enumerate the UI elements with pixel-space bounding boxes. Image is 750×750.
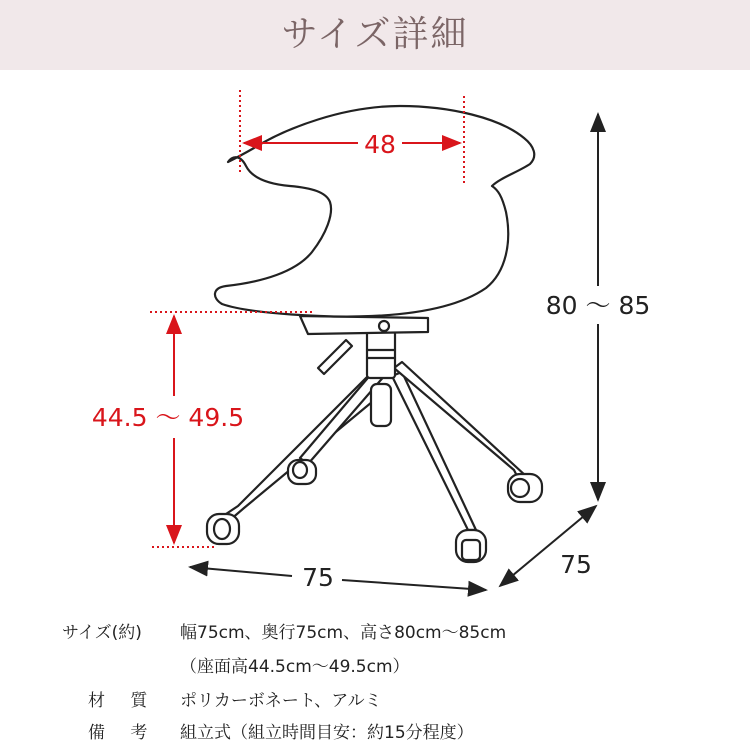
- caster-front-left: [207, 514, 239, 544]
- spec-row-material: [0, 686, 750, 716]
- chair-dimension-diagram: [0, 70, 750, 600]
- spec-row-notes: [0, 718, 750, 748]
- gas-cylinder-lower: [371, 384, 391, 426]
- total-height-dimension: [546, 114, 651, 500]
- gas-cylinder: [367, 330, 395, 378]
- spec-label-notes: 備 考: [88, 723, 158, 743]
- chair-drawing: [207, 106, 542, 562]
- width-label: 75: [302, 563, 334, 592]
- seat-mechanism: [300, 316, 428, 334]
- spec-label-material: 材 質: [88, 691, 158, 711]
- spec-row-seat-height: [0, 652, 750, 682]
- caster-back-left: [288, 460, 316, 484]
- seat-height-label: 44.5 ～ 49.5: [91, 403, 245, 432]
- depth-dimension: [500, 506, 596, 586]
- spec-value-material: ポリカーボネート、アルミ: [180, 691, 382, 711]
- height-lever: [318, 340, 352, 374]
- caster-back-right: [508, 474, 542, 502]
- page-title: サイズ詳細: [281, 14, 469, 55]
- width-dimension: [190, 563, 486, 592]
- spec-value-size: 幅75cm、奥行75cm、高さ80cm～85cm: [180, 623, 507, 643]
- spec-value-notes: 組立式（組立時間目安：約15分程度）: [180, 723, 474, 743]
- seat-width-label: 48: [364, 130, 396, 159]
- seat-height-dimension: [92, 316, 244, 543]
- caster-front-right: [456, 530, 486, 562]
- spec-value-seat-height: （座面高44.5cm～49.5cm）: [180, 657, 410, 677]
- spec-row-size: [0, 618, 750, 648]
- spec-label-size: サイズ(約): [62, 623, 142, 643]
- depth-label: 75: [560, 550, 592, 579]
- total-height-label: 80 ～ 85: [545, 291, 651, 320]
